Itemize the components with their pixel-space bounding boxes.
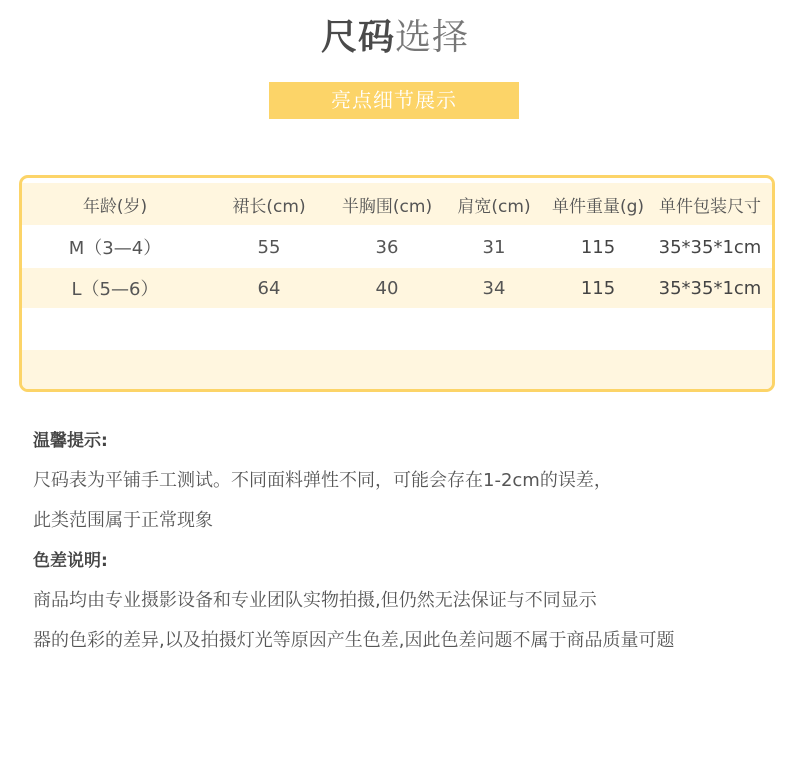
cell-skirt-length: 55 — [257, 236, 281, 258]
table-row — [22, 227, 772, 267]
color-diff-text-line: 商品均由专业摄影设备和专业团队实物拍摄,但仍然无法保证与不同显示 — [33, 590, 597, 611]
title-light: 选择 — [395, 17, 470, 58]
header-weight: 单件重量(g) — [551, 196, 645, 217]
size-table — [19, 175, 775, 392]
highlight-banner: 亮点细节展示 — [269, 82, 519, 119]
cell-size: L（5—6） — [71, 279, 159, 300]
header-shoulder-width: 肩宽(cm) — [457, 196, 531, 217]
header-package-size: 单件包装尺寸 — [659, 196, 761, 217]
header-half-chest: 半胸围(cm) — [341, 196, 433, 217]
cell-half-chest: 40 — [375, 277, 399, 299]
color-diff-heading: 色差说明: — [33, 551, 108, 571]
cell-skirt-length: 64 — [257, 277, 281, 299]
cell-weight: 115 — [580, 236, 616, 258]
cell-package-size: 35*35*1cm — [658, 277, 762, 299]
page-title — [0, 14, 790, 62]
cell-weight: 115 — [580, 277, 616, 299]
table-row-empty — [22, 350, 772, 390]
cell-half-chest: 36 — [375, 236, 399, 258]
header-age: 年龄(岁) — [82, 196, 148, 217]
tip-text-line: 此类范围属于正常现象 — [33, 510, 213, 531]
table-header-row — [22, 183, 772, 225]
tip-text-line: 尺码表为平铺手工测试。不同面料弹性不同，可能会存在1-2cm的误差， — [33, 470, 612, 491]
color-diff-text-line: 器的色彩的差异,以及拍摄灯光等原因产生色差,因此色差问题不属于商品质量可题 — [33, 630, 675, 651]
tip-heading: 温馨提示: — [33, 431, 108, 451]
cell-shoulder-width: 31 — [482, 236, 506, 258]
cell-package-size: 35*35*1cm — [658, 236, 762, 258]
cell-size: M（3—4） — [68, 238, 162, 259]
title-bold: 尺码 — [320, 17, 395, 58]
cell-shoulder-width: 34 — [482, 277, 506, 299]
header-skirt-length: 裙长(cm) — [232, 196, 306, 217]
table-row-empty — [22, 309, 772, 349]
table-row — [22, 268, 772, 308]
